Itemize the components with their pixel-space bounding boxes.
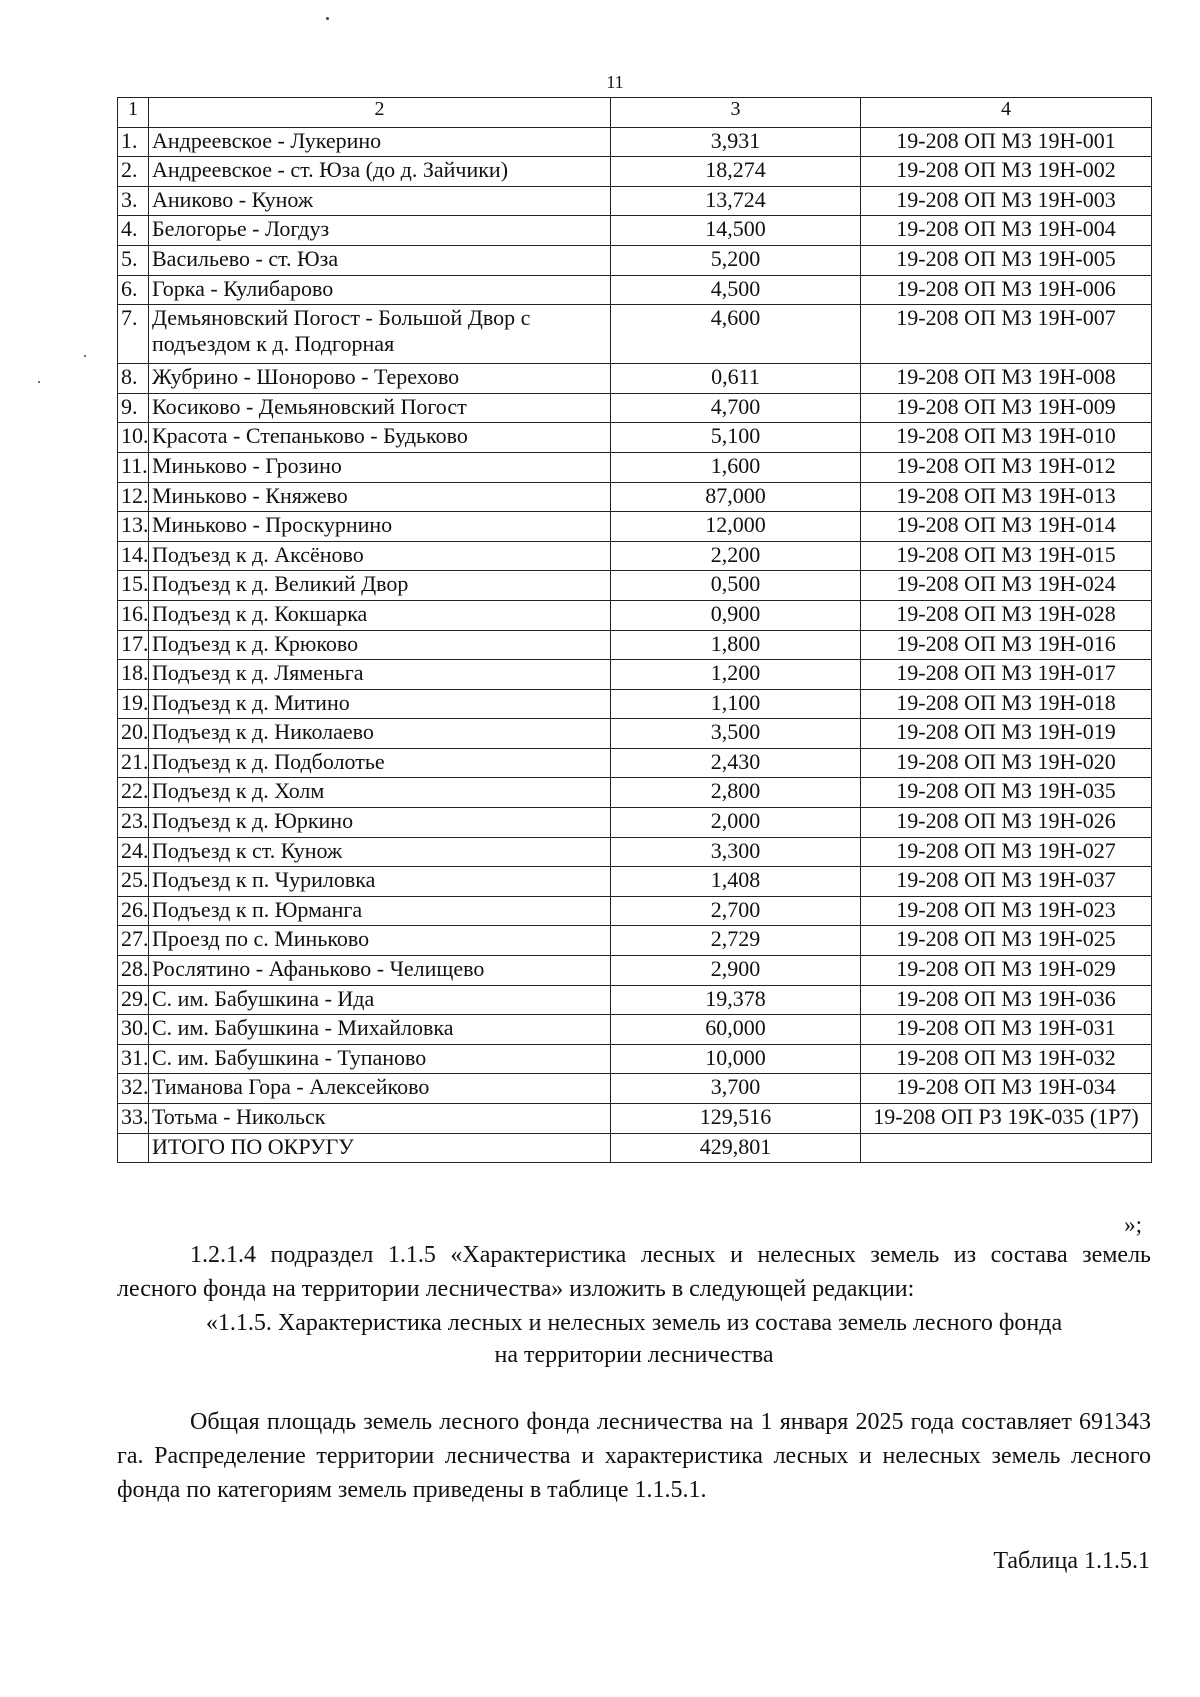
road-length: 4,500 <box>611 275 861 305</box>
road-code: 19-208 ОП МЗ 19Н-001 <box>861 127 1152 157</box>
road-length: 3,300 <box>611 837 861 867</box>
road-length: 3,931 <box>611 127 861 157</box>
road-length: 2,900 <box>611 956 861 986</box>
road-code: 19-208 ОП МЗ 19Н-014 <box>861 512 1152 542</box>
table-row <box>118 452 1152 482</box>
amendment-paragraph: 1.2.1.4 подраздел 1.1.5 «Характеристика лесных и нелесных земель из состава земель лесного фонда на территории лесничества» изложить в следующей редакции: <box>117 1242 1151 1302</box>
row-number: 21. <box>118 748 149 778</box>
road-length: 2,729 <box>611 926 861 956</box>
total-road-name: ИТОГО ПО ОКРУГУ <box>149 1133 611 1163</box>
road-name: Подъезд к д. Митино <box>149 689 611 719</box>
table-row <box>118 541 1152 571</box>
road-code: 19-208 ОП МЗ 19Н-029 <box>861 956 1152 986</box>
road-name: Миньково - Проскурнино <box>149 512 611 542</box>
road-name: Подъезд к д. Ляменьга <box>149 660 611 690</box>
section-heading-line-2: на территории лесничества <box>494 1342 774 1368</box>
row-number: 23. <box>118 808 149 838</box>
road-length: 0,900 <box>611 600 861 630</box>
road-length: 5,200 <box>611 245 861 275</box>
row-number: 17. <box>118 630 149 660</box>
table-row <box>118 364 1152 394</box>
header-col-1: 1 <box>118 98 149 128</box>
table-caption: Таблица 1.1.5.1 <box>993 1548 1150 1574</box>
road-name: С. им. Бабушкина - Михайловка <box>149 1015 611 1045</box>
road-name: Андреевское - Лукерино <box>149 127 611 157</box>
road-length: 0,500 <box>611 571 861 601</box>
road-length: 1,800 <box>611 630 861 660</box>
road-code: 19-208 ОП МЗ 19Н-036 <box>861 985 1152 1015</box>
row-number: 3. <box>118 186 149 216</box>
row-number: 25. <box>118 867 149 897</box>
road-name: Подъезд к д. Юркино <box>149 808 611 838</box>
road-code: 19-208 ОП МЗ 19Н-016 <box>861 630 1152 660</box>
road-code: 19-208 ОП МЗ 19Н-024 <box>861 571 1152 601</box>
road-length: 13,724 <box>611 186 861 216</box>
road-code: 19-208 ОП МЗ 19Н-019 <box>861 719 1152 749</box>
row-number: 6. <box>118 275 149 305</box>
quote-end: »; <box>1124 1212 1142 1237</box>
road-code: 19-208 ОП МЗ 19Н-023 <box>861 896 1152 926</box>
road-length: 18,274 <box>611 157 861 187</box>
row-number: 29. <box>118 985 149 1015</box>
road-length: 1,408 <box>611 867 861 897</box>
road-name: Подъезд к д. Великий Двор <box>149 571 611 601</box>
row-number: 11. <box>118 452 149 482</box>
road-code: 19-208 ОП МЗ 19Н-020 <box>861 748 1152 778</box>
road-code: 19-208 ОП МЗ 19Н-037 <box>861 867 1152 897</box>
road-length: 3,700 <box>611 1074 861 1104</box>
table-row <box>118 512 1152 542</box>
header-col-3: 3 <box>611 98 861 128</box>
road-length: 14,500 <box>611 216 861 246</box>
road-code: 19-208 ОП МЗ 19Н-035 <box>861 778 1152 808</box>
row-number: 19. <box>118 689 149 719</box>
road-length: 2,700 <box>611 896 861 926</box>
road-name: Красота - Степаньково - Будьково <box>149 423 611 453</box>
table-row <box>118 630 1152 660</box>
row-number: 12. <box>118 482 149 512</box>
road-name: С. им. Бабушкина - Тупаново <box>149 1044 611 1074</box>
road-name: Рослятино - Афаньково - Челищево <box>149 956 611 986</box>
road-name: Андреевское - ст. Юза (до д. Зайчики) <box>149 157 611 187</box>
table-row <box>118 778 1152 808</box>
road-code: 19-208 ОП МЗ 19Н-003 <box>861 186 1152 216</box>
area-paragraph: Общая площадь земель лесного фонда лесничества на 1 января 2025 года составляет 691343 га. Распределение территории лесничества и характеристика лесных и нелесных земель лесного фонда по категориям земель приведены в таблице 1.1.5.1. <box>117 1409 1151 1503</box>
road-name: Подъезд к д. Аксёново <box>149 541 611 571</box>
road-code: 19-208 ОП МЗ 19Н-018 <box>861 689 1152 719</box>
road-name: Подъезд к д. Николаево <box>149 719 611 749</box>
road-length: 5,100 <box>611 423 861 453</box>
row-number: 18. <box>118 660 149 690</box>
table-row <box>118 660 1152 690</box>
road-code: 19-208 ОП МЗ 19Н-012 <box>861 452 1152 482</box>
roads-table <box>117 97 1152 1163</box>
row-number: 31. <box>118 1044 149 1074</box>
road-name: Миньково - Княжево <box>149 482 611 512</box>
header-col-2: 2 <box>149 98 611 128</box>
table-row <box>118 482 1152 512</box>
road-length: 4,700 <box>611 393 861 423</box>
road-length: 2,800 <box>611 778 861 808</box>
table-row <box>118 186 1152 216</box>
row-number: 5. <box>118 245 149 275</box>
table-row <box>118 423 1152 453</box>
scan-speck <box>326 17 329 20</box>
row-number: 2. <box>118 157 149 187</box>
total-road-code <box>861 1133 1152 1163</box>
row-number: 28. <box>118 956 149 986</box>
row-number: 7. <box>118 305 149 364</box>
road-name: Жубрино - Шонорово - Терехово <box>149 364 611 394</box>
table-row <box>118 1074 1152 1104</box>
row-number: 15. <box>118 571 149 601</box>
road-code: 19-208 ОП МЗ 19Н-010 <box>861 423 1152 453</box>
road-name: Подъезд к п. Юрманга <box>149 896 611 926</box>
road-name: С. им. Бабушкина - Ида <box>149 985 611 1015</box>
table-row <box>118 985 1152 1015</box>
road-length: 1,200 <box>611 660 861 690</box>
road-length: 12,000 <box>611 512 861 542</box>
road-name: Подъезд к п. Чуриловка <box>149 867 611 897</box>
road-code: 19-208 ОП РЗ 19К-035 (1Р7) <box>861 1104 1152 1134</box>
road-name: Проезд по с. Миньково <box>149 926 611 956</box>
table-row <box>118 837 1152 867</box>
road-name: Тотьма - Никольск <box>149 1104 611 1134</box>
row-number: 10. <box>118 423 149 453</box>
table-row <box>118 808 1152 838</box>
road-code: 19-208 ОП МЗ 19Н-004 <box>861 216 1152 246</box>
road-length: 2,000 <box>611 808 861 838</box>
table-row <box>118 571 1152 601</box>
table-row <box>118 1104 1152 1134</box>
row-number: 22. <box>118 778 149 808</box>
table-row <box>118 393 1152 423</box>
road-code: 19-208 ОП МЗ 19Н-005 <box>861 245 1152 275</box>
road-name: Демьяновский Погост - Большой Двор с подъездом к д. Подгорная <box>149 305 611 364</box>
road-length: 2,200 <box>611 541 861 571</box>
road-name: Подъезд к д. Подболотье <box>149 748 611 778</box>
road-code: 19-208 ОП МЗ 19Н-028 <box>861 600 1152 630</box>
road-code: 19-208 ОП МЗ 19Н-015 <box>861 541 1152 571</box>
road-length: 4,600 <box>611 305 861 364</box>
road-name: Белогорье - Логдуз <box>149 216 611 246</box>
road-code: 19-208 ОП МЗ 19Н-013 <box>861 482 1152 512</box>
scan-speck <box>38 381 40 383</box>
table-row <box>118 748 1152 778</box>
road-code: 19-208 ОП МЗ 19Н-002 <box>861 157 1152 187</box>
road-name: Подъезд к д. Кокшарка <box>149 600 611 630</box>
road-length: 129,516 <box>611 1104 861 1134</box>
road-length: 19,378 <box>611 985 861 1015</box>
table-row <box>118 689 1152 719</box>
total-road-length: 429,801 <box>611 1133 861 1163</box>
row-number: 30. <box>118 1015 149 1045</box>
table-row <box>118 305 1152 364</box>
road-length: 60,000 <box>611 1015 861 1045</box>
road-name: Васильево - ст. Юза <box>149 245 611 275</box>
table-row <box>118 157 1152 187</box>
road-name: Тиманова Гора - Алексейково <box>149 1074 611 1104</box>
row-number: 4. <box>118 216 149 246</box>
page-number: 11 <box>606 72 624 92</box>
table-row <box>118 896 1152 926</box>
road-name: Миньково - Грозино <box>149 452 611 482</box>
table-row <box>118 956 1152 986</box>
road-code: 19-208 ОП МЗ 19Н-032 <box>861 1044 1152 1074</box>
road-name: Аниково - Кунож <box>149 186 611 216</box>
row-number: 32. <box>118 1074 149 1104</box>
row-number: 9. <box>118 393 149 423</box>
road-code: 19-208 ОП МЗ 19Н-025 <box>861 926 1152 956</box>
table-row <box>118 1044 1152 1074</box>
road-name: Подъезд к д. Крюково <box>149 630 611 660</box>
row-number: 33. <box>118 1104 149 1134</box>
road-length: 87,000 <box>611 482 861 512</box>
road-name: Горка - Кулибарово <box>149 275 611 305</box>
section-heading-line-1: «1.1.5. Характеристика лесных и нелесных земель из состава земель лесного фонда <box>205 1310 1063 1336</box>
table-row <box>118 719 1152 749</box>
road-code: 19-208 ОП МЗ 19Н-006 <box>861 275 1152 305</box>
total-row <box>118 1133 1152 1163</box>
total-row-number <box>118 1133 149 1163</box>
table-row <box>118 216 1152 246</box>
road-length: 3,500 <box>611 719 861 749</box>
row-number: 14. <box>118 541 149 571</box>
road-code: 19-208 ОП МЗ 19Н-027 <box>861 837 1152 867</box>
row-number: 24. <box>118 837 149 867</box>
row-number: 26. <box>118 896 149 926</box>
road-code: 19-208 ОП МЗ 19Н-017 <box>861 660 1152 690</box>
table-row <box>118 867 1152 897</box>
row-number: 27. <box>118 926 149 956</box>
road-name: Подъезд к д. Холм <box>149 778 611 808</box>
table-row <box>118 275 1152 305</box>
road-name: Косиково - Демьяновский Погост <box>149 393 611 423</box>
table-row <box>118 600 1152 630</box>
road-length: 1,600 <box>611 452 861 482</box>
row-number: 1. <box>118 127 149 157</box>
table-row <box>118 1015 1152 1045</box>
road-length: 1,100 <box>611 689 861 719</box>
road-code: 19-208 ОП МЗ 19Н-034 <box>861 1074 1152 1104</box>
table-row <box>118 127 1152 157</box>
road-length: 0,611 <box>611 364 861 394</box>
table-body <box>118 127 1152 1163</box>
road-length: 10,000 <box>611 1044 861 1074</box>
row-number: 20. <box>118 719 149 749</box>
road-name: Подъезд к ст. Кунож <box>149 837 611 867</box>
road-code: 19-208 ОП МЗ 19Н-007 <box>861 305 1152 364</box>
row-number: 8. <box>118 364 149 394</box>
table-header-row <box>118 98 1152 128</box>
row-number: 16. <box>118 600 149 630</box>
road-code: 19-208 ОП МЗ 19Н-026 <box>861 808 1152 838</box>
road-code: 19-208 ОП МЗ 19Н-009 <box>861 393 1152 423</box>
road-code: 19-208 ОП МЗ 19Н-008 <box>861 364 1152 394</box>
header-col-4: 4 <box>861 98 1152 128</box>
scan-speck <box>84 355 86 357</box>
table-row <box>118 926 1152 956</box>
road-length: 2,430 <box>611 748 861 778</box>
road-code: 19-208 ОП МЗ 19Н-031 <box>861 1015 1152 1045</box>
table-row <box>118 245 1152 275</box>
row-number: 13. <box>118 512 149 542</box>
